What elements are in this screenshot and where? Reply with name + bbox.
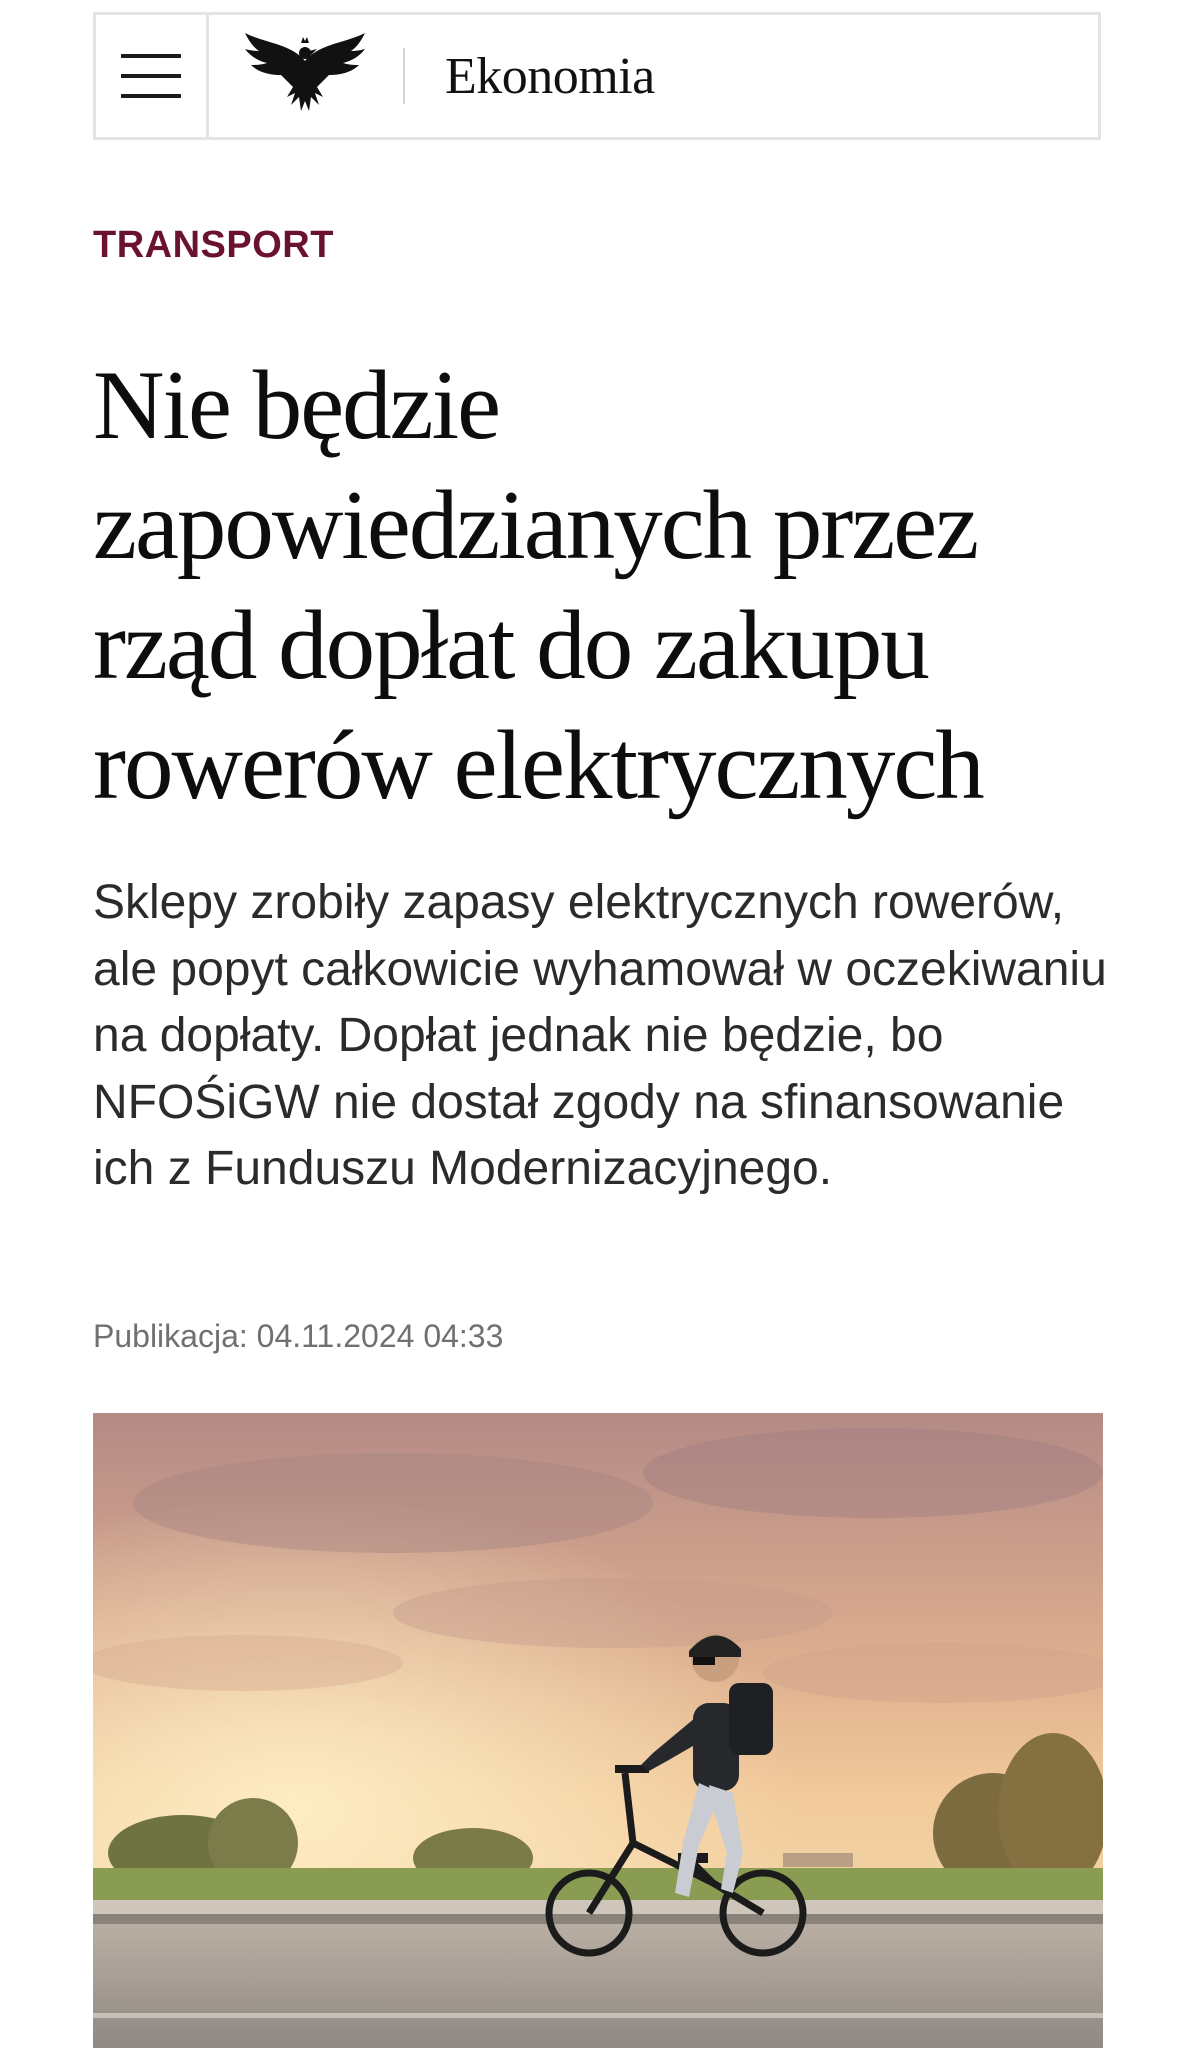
- publication-date: Publikacja: 04.11.2024 04:33: [93, 1318, 504, 1354]
- header-divider: [403, 48, 405, 104]
- article-category[interactable]: TRANSPORT: [93, 224, 334, 266]
- article-lead: Sklepy zrobiły zapasy elektrycznych rowerów, ale popyt całkowicie wyhamował w oczekiwaniu na dopłaty. Dopłat jednak nie będzie, bo NFOŚiGW nie dostał zgody na sfinansowanie ich z Funduszu Modernizacyjnego.: [93, 876, 1107, 1195]
- hamburger-menu-icon[interactable]: [96, 15, 209, 137]
- section-title[interactable]: Ekonomia: [445, 47, 655, 105]
- article-hero-image[interactable]: [93, 1413, 1103, 2048]
- top-navigation-bar: [93, 12, 1101, 140]
- eagle-logo-icon[interactable]: [243, 31, 367, 121]
- article-title: Nie będzie zapowiedzianych przez rząd dopłat do zakupu rowerów elektrycznych: [93, 351, 983, 820]
